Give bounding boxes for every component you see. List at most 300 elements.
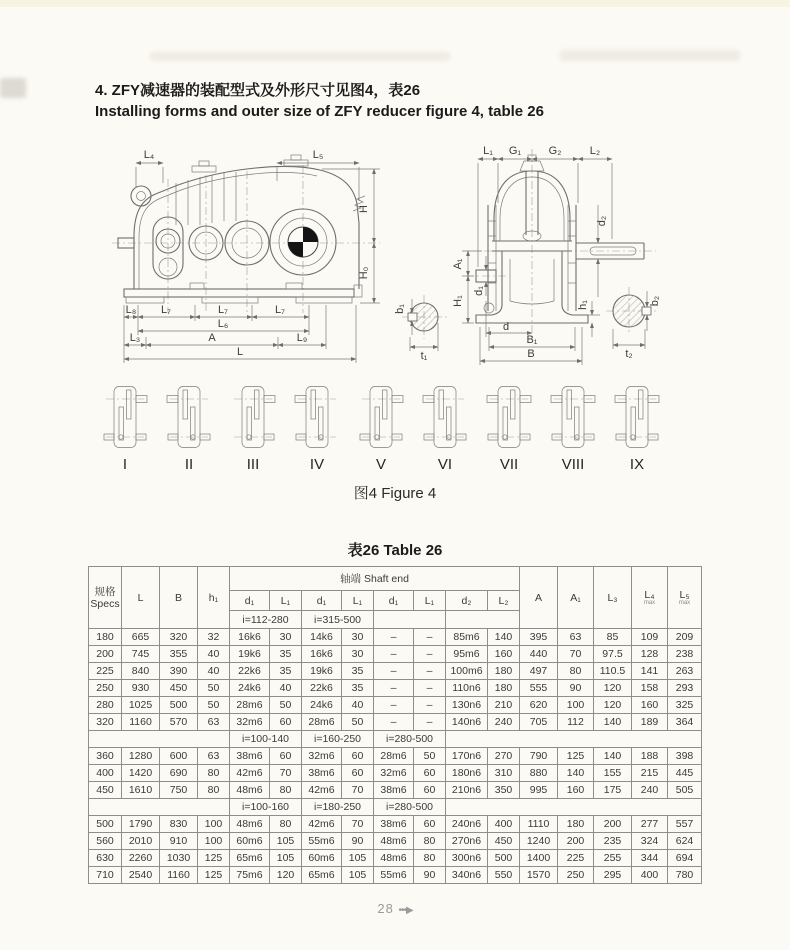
cell: 100 (198, 816, 230, 833)
cell: 400 (632, 867, 668, 884)
cell: – (414, 680, 446, 697)
cell: 70 (270, 765, 302, 782)
table-row (89, 663, 702, 680)
cell: 125 (198, 850, 230, 867)
cell: 16k6 (230, 629, 270, 646)
form-icon (294, 384, 340, 452)
dim-L7: L₇ (275, 304, 285, 316)
cell: 50 (414, 748, 446, 765)
dim-L3: L₃ (129, 332, 141, 344)
cell: 1240 (520, 833, 558, 850)
cell: 450 (89, 782, 122, 799)
cell: 1160 (160, 867, 198, 884)
cell: 180 (89, 629, 122, 646)
cell: 398 (668, 748, 702, 765)
cell: 24k6 (302, 697, 342, 714)
cell: 175 (594, 782, 632, 799)
th-shaft-end: 轴端 Shaft end (230, 567, 520, 591)
ratio-cell-empty (446, 799, 702, 816)
cell: 50 (198, 697, 230, 714)
cell: 100 (558, 697, 594, 714)
cell: 505 (668, 782, 702, 799)
cell: – (374, 697, 414, 714)
cell: 1160 (122, 714, 160, 731)
title-en: Installing forms and outer size of ZFY reducer figure 4, table 26 (95, 103, 544, 120)
cell: – (374, 680, 414, 697)
th-B: B (160, 567, 198, 629)
cell: 1420 (122, 765, 160, 782)
cell: 293 (668, 680, 702, 697)
cell: 189 (632, 714, 668, 731)
cell: 364 (668, 714, 702, 731)
form-icon (486, 384, 532, 452)
th-specs-zh: 规格 (94, 585, 116, 598)
cell: 320 (89, 714, 122, 731)
form-icon (102, 384, 148, 452)
dim-t1: t₁ (420, 350, 428, 362)
cell: 600 (160, 748, 198, 765)
th-L2: L₂ (488, 591, 520, 611)
table-row (89, 748, 702, 765)
shaft-section-2 (613, 295, 645, 327)
ratio-cell: i=100-140 (230, 731, 302, 748)
cell: 95m6 (446, 646, 488, 663)
cell: 60 (414, 765, 446, 782)
cell: 60 (270, 714, 302, 731)
cell: 110.5 (594, 663, 632, 680)
ratio-cell: i=100-160 (230, 799, 302, 816)
dim-h1: h₁ (577, 300, 589, 310)
cell: 32m6 (302, 748, 342, 765)
cell: 240 (488, 714, 520, 731)
cell: 42m6 (302, 816, 342, 833)
form-II (166, 384, 212, 473)
cell: 125 (198, 867, 230, 884)
cell: 125 (558, 748, 594, 765)
cell: 32m6 (230, 714, 270, 731)
cell: 48m6 (374, 833, 414, 850)
cell: 325 (668, 697, 702, 714)
cell: 1110 (520, 816, 558, 833)
cell: 120 (594, 697, 632, 714)
cell: 560 (89, 833, 122, 850)
cell: 1570 (520, 867, 558, 884)
ratio-cell: i=280-500 (374, 799, 446, 816)
cell: – (414, 697, 446, 714)
cell: 60m6 (302, 850, 342, 867)
form-icon (166, 384, 212, 452)
cell: 630 (89, 850, 122, 867)
cell: 250 (558, 867, 594, 884)
cell: 65m6 (302, 867, 342, 884)
dim-H0: H₀ (358, 266, 370, 280)
cell: 200 (89, 646, 122, 663)
page-title (95, 80, 544, 122)
form-icon (358, 384, 404, 452)
cell: 42m6 (302, 782, 342, 799)
form-label: II (184, 456, 194, 473)
table-row (89, 833, 702, 850)
cell: 55m6 (374, 867, 414, 884)
cell: – (374, 714, 414, 731)
cell: 28m6 (374, 748, 414, 765)
form-label: IV (309, 456, 325, 473)
th-specs-en: Specs (90, 597, 120, 610)
cell: 235 (594, 833, 632, 850)
cell: 140n6 (446, 714, 488, 731)
cell: 620 (520, 697, 558, 714)
form-icon (422, 384, 468, 452)
cell: – (414, 714, 446, 731)
cell: 450 (160, 680, 198, 697)
cell: 300n6 (446, 850, 488, 867)
th-A: A (520, 567, 558, 629)
ratio-cell-empty (89, 799, 230, 816)
dim-B1: B₁ (526, 334, 538, 346)
dim-G1: G₁ (508, 145, 522, 157)
cell: 277 (632, 816, 668, 833)
cell: 22k6 (302, 680, 342, 697)
cell: 225 (89, 663, 122, 680)
cell: 120 (270, 867, 302, 884)
cell: 140 (594, 714, 632, 731)
ratio-row (89, 731, 702, 748)
form-IV (294, 384, 340, 473)
cell: 70 (342, 782, 374, 799)
th-L4-note: max (643, 600, 656, 606)
cell: 70 (558, 646, 594, 663)
cell: 500 (89, 816, 122, 833)
ratio-row (89, 799, 702, 816)
cell: 112 (558, 714, 594, 731)
cell: 80 (198, 782, 230, 799)
cell: 310 (488, 765, 520, 782)
dim-L2: L₂ (589, 145, 601, 157)
form-VIII (550, 384, 596, 473)
figure-side-view (106, 141, 391, 376)
cell: – (374, 663, 414, 680)
cell: 2540 (122, 867, 160, 884)
cell: 60 (414, 816, 446, 833)
cell: 141 (632, 663, 668, 680)
table-row (89, 867, 702, 884)
cell: 910 (160, 833, 198, 850)
ratio-cell: i=160-250 (302, 731, 374, 748)
cell: 555 (520, 680, 558, 697)
table-row (89, 816, 702, 833)
cell: 830 (160, 816, 198, 833)
cell: 390 (160, 663, 198, 680)
cell: 2010 (122, 833, 160, 850)
cell: 130n6 (446, 697, 488, 714)
cell: 35 (270, 646, 302, 663)
ratio-cell: i=112-280 (230, 611, 302, 629)
cell: 75m6 (230, 867, 270, 884)
cell: 32 (198, 629, 230, 646)
cell: 705 (520, 714, 558, 731)
cell: 85 (594, 629, 632, 646)
cell: 19k6 (302, 663, 342, 680)
cell: 100 (198, 833, 230, 850)
dim-G2: G₂ (548, 145, 562, 157)
cell: 500 (488, 850, 520, 867)
scan-artifact (0, 78, 26, 98)
cell: 140 (488, 629, 520, 646)
cell: 2260 (122, 850, 160, 867)
cell: 24k6 (230, 680, 270, 697)
installation-forms (102, 384, 660, 473)
cell: 40 (198, 663, 230, 680)
table-row (89, 646, 702, 663)
cell: 60 (270, 748, 302, 765)
dim-L7: L₇ (161, 304, 171, 316)
form-label: VIII (561, 456, 585, 473)
cell: 180n6 (446, 765, 488, 782)
dim-b2: b₂ (649, 295, 661, 307)
cell: – (414, 663, 446, 680)
cell: 55m6 (302, 833, 342, 850)
dim-L8: L₈ (125, 304, 137, 316)
cell: 80 (414, 833, 446, 850)
cell: 38m6 (302, 765, 342, 782)
cell: 14k6 (302, 629, 342, 646)
cell: – (374, 629, 414, 646)
cell: 105 (270, 850, 302, 867)
table-row (89, 850, 702, 867)
cell: – (414, 629, 446, 646)
cell: 105 (342, 867, 374, 884)
cell: 48m6 (374, 850, 414, 867)
cell: 450 (488, 833, 520, 850)
form-icon (614, 384, 660, 452)
ratio-cell-empty (446, 731, 702, 748)
cell: 100m6 (446, 663, 488, 680)
form-label: I (122, 456, 128, 473)
cell: 28m6 (302, 714, 342, 731)
cell: 105 (270, 833, 302, 850)
form-VI (422, 384, 468, 473)
cell: 80 (198, 765, 230, 782)
dim-d2: d₂ (596, 215, 608, 227)
th-d1b: d₁ (302, 591, 342, 611)
cell: 1610 (122, 782, 160, 799)
cell: 395 (520, 629, 558, 646)
cell: 350 (488, 782, 520, 799)
cell: 80 (414, 850, 446, 867)
cell: 238 (668, 646, 702, 663)
cell: 109 (632, 629, 668, 646)
cell: 63 (198, 748, 230, 765)
ratio-cell: i=180-250 (302, 799, 374, 816)
cell: 19k6 (230, 646, 270, 663)
table-row (89, 765, 702, 782)
dim-L6: L₆ (217, 318, 229, 330)
form-IX (614, 384, 660, 473)
cell: 210n6 (446, 782, 488, 799)
dim-L5: L₅ (312, 149, 324, 161)
dimensions-table (88, 566, 702, 884)
cell: 570 (160, 714, 198, 731)
cell: 60 (414, 782, 446, 799)
cell: 38m6 (374, 782, 414, 799)
cell: 90 (342, 833, 374, 850)
th-d2: d₂ (446, 591, 488, 611)
cell: 280 (89, 697, 122, 714)
dim-d: d (502, 321, 510, 333)
table-row (89, 629, 702, 646)
figure-end-view (392, 141, 697, 376)
cell: 48m6 (230, 816, 270, 833)
cell: 1025 (122, 697, 160, 714)
cell: 40 (270, 680, 302, 697)
cell: 110n6 (446, 680, 488, 697)
cell: 155 (594, 765, 632, 782)
th-L4: L₄ max (632, 567, 668, 629)
scan-artifact (150, 52, 450, 61)
cell: 170n6 (446, 748, 488, 765)
cell: 97.5 (594, 646, 632, 663)
cell: 780 (668, 867, 702, 884)
cell: 557 (668, 816, 702, 833)
cell: 35 (270, 663, 302, 680)
th-A1: A₁ (558, 567, 594, 629)
cell: 158 (632, 680, 668, 697)
th-L5-note: max (678, 600, 691, 606)
th-L3: L₃ (594, 567, 632, 629)
ratio-cell: i=280-500 (374, 731, 446, 748)
cell: 1790 (122, 816, 160, 833)
cell: 215 (632, 765, 668, 782)
cell: 200 (594, 816, 632, 833)
cell: 140 (558, 765, 594, 782)
th-d1c: d₁ (374, 591, 414, 611)
form-label: III (246, 456, 260, 473)
cell: 60 (342, 765, 374, 782)
cell: 90 (414, 867, 446, 884)
dim-L9: L₉ (296, 332, 308, 344)
cell: 624 (668, 833, 702, 850)
cell: 105 (342, 850, 374, 867)
cell: 180 (488, 663, 520, 680)
dim-H: H (358, 205, 370, 213)
cell: 209 (668, 629, 702, 646)
ratio-cell-empty (89, 731, 230, 748)
form-label: VII (499, 456, 519, 473)
cell: 40 (342, 697, 374, 714)
scan-top-band (0, 0, 790, 7)
ratio-cell: i=315-500 (302, 611, 374, 629)
form-I (102, 384, 148, 473)
cell: 360 (89, 748, 122, 765)
dim-A1: A₁ (452, 258, 464, 270)
cell: 355 (160, 646, 198, 663)
cell: 50 (270, 697, 302, 714)
cell: 42m6 (230, 765, 270, 782)
cell: 60 (342, 748, 374, 765)
cell: 250 (89, 680, 122, 697)
form-label: V (375, 456, 386, 473)
ratio-cell-empty (446, 611, 520, 629)
dim-d1: d₁ (473, 286, 485, 296)
cell: 270n6 (446, 833, 488, 850)
form-label: VI (437, 456, 453, 473)
cell: 32m6 (374, 765, 414, 782)
cell: 128 (632, 646, 668, 663)
cell: 70 (342, 816, 374, 833)
cell: 60m6 (230, 833, 270, 850)
cell: 80 (558, 663, 594, 680)
cell: 30 (342, 629, 374, 646)
cell: 1400 (520, 850, 558, 867)
figure-caption: 图4 Figure 4 (353, 485, 437, 502)
cell: 140 (594, 748, 632, 765)
th-L5: L₅ max (668, 567, 702, 629)
cell: – (374, 646, 414, 663)
cell: 80 (270, 816, 302, 833)
cell: 160 (558, 782, 594, 799)
cell: 35 (342, 663, 374, 680)
cell: 85m6 (446, 629, 488, 646)
cell: 63 (558, 629, 594, 646)
cell: 400 (89, 765, 122, 782)
cell: 50 (198, 680, 230, 697)
cell: 80 (270, 782, 302, 799)
form-III (230, 384, 276, 473)
cell: 30 (270, 629, 302, 646)
dim-b1: b₁ (394, 304, 406, 314)
cell: 210 (488, 697, 520, 714)
cell: 497 (520, 663, 558, 680)
cell: 160 (632, 697, 668, 714)
dim-L7: L₇ (218, 304, 228, 316)
cell: 38m6 (374, 816, 414, 833)
cell: 240 (632, 782, 668, 799)
cell: 295 (594, 867, 632, 884)
dim-B: B (527, 348, 535, 360)
cell: 995 (520, 782, 558, 799)
cell: 745 (122, 646, 160, 663)
cell: 35 (342, 680, 374, 697)
cell: 180 (488, 680, 520, 697)
table-title: 表26 Table 26 (347, 542, 443, 559)
cell: 30 (342, 646, 374, 663)
cell: 320 (160, 629, 198, 646)
cell: 50 (342, 714, 374, 731)
cell: 750 (160, 782, 198, 799)
cell: 160 (488, 646, 520, 663)
form-VII (486, 384, 532, 473)
cell: 270 (488, 748, 520, 765)
cell: 16k6 (302, 646, 342, 663)
page-footer (0, 901, 790, 916)
table-row (89, 714, 702, 731)
cell: 400 (488, 816, 520, 833)
cell: 840 (122, 663, 160, 680)
table-body (89, 629, 702, 884)
cell: 550 (488, 867, 520, 884)
footer-marks: •••▶ (398, 905, 413, 916)
cell: 65m6 (230, 850, 270, 867)
cell: 188 (632, 748, 668, 765)
cell: – (414, 646, 446, 663)
cell: 120 (594, 680, 632, 697)
form-V (358, 384, 404, 473)
cell: 38m6 (230, 748, 270, 765)
cell: 440 (520, 646, 558, 663)
cell: 1280 (122, 748, 160, 765)
form-icon (550, 384, 596, 452)
cell: 690 (160, 765, 198, 782)
